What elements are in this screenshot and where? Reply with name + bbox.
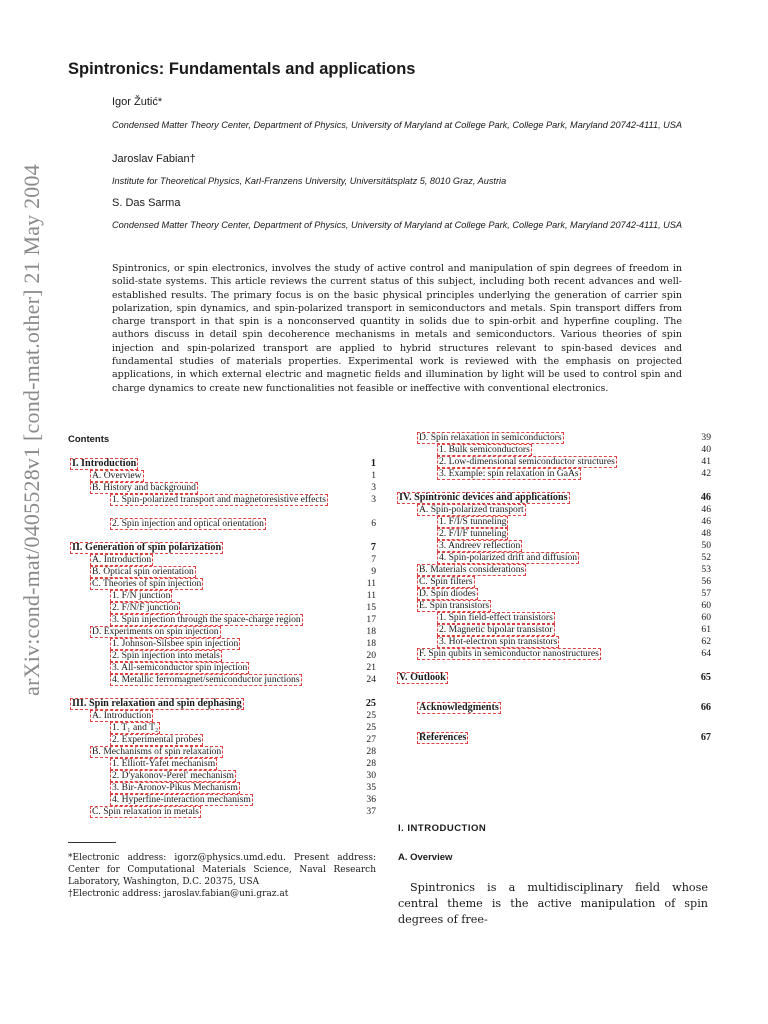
toc-page: 20 (366, 650, 376, 661)
arxiv-sidebar (12, 150, 52, 710)
toc-link[interactable]: 1. Bulk semiconductors (439, 444, 530, 455)
toc-link[interactable]: References (419, 732, 467, 743)
toc-entry[interactable] (395, 648, 711, 660)
toc-entry[interactable] (395, 576, 711, 588)
toc-page: 57 (701, 588, 711, 599)
toc-page: 27 (366, 734, 376, 745)
toc-page: 67 (700, 732, 711, 743)
footnote-2: †Electronic address: jaroslav.fabian@uni.graz.at (68, 889, 289, 899)
toc-page: 46 (700, 492, 711, 503)
toc-link[interactable]: 3. Bir-Aronov-Pikus Mechanism (112, 782, 238, 793)
toc-entry[interactable] (395, 540, 711, 552)
toc-link[interactable]: 3. Andreev reflection (439, 540, 521, 551)
toc-entry[interactable] (395, 624, 711, 636)
toc-link[interactable]: 3. Hot-electron spin transistors (439, 636, 558, 647)
toc-page: 60 (701, 600, 711, 611)
toc-link[interactable]: Acknowledgments (419, 702, 499, 713)
author-affiliation-2: Institute for Theoretical Physics, Karl-Franzens University, Universitätsplatz 5, 8010 Graz, Austria (112, 176, 507, 186)
toc-entry[interactable] (395, 492, 711, 504)
toc-entry[interactable] (68, 674, 376, 686)
toc-entry[interactable] (68, 614, 376, 626)
toc-link[interactable]: 2. Spin injection into metals (112, 650, 220, 661)
toc-entry[interactable] (68, 794, 376, 806)
section-heading: I. INTRODUCTION (398, 823, 487, 834)
toc-link[interactable]: 1. F/N junction (112, 590, 171, 601)
toc-link[interactable]: 4. Metallic ferromagnet/semiconductor junctions (112, 674, 300, 685)
toc-entry[interactable] (68, 662, 376, 674)
toc-page: 17 (366, 614, 376, 625)
toc-link[interactable]: 3. Example: spin relaxation in GaAs (439, 468, 579, 479)
toc-page: 41 (701, 456, 711, 467)
toc-page: 18 (366, 626, 376, 637)
arxiv-identifier: arXiv:cond-mat/0405528v1 [cond-mat.other] 21 May 2004 (19, 164, 44, 696)
toc-link[interactable]: D. Spin relaxation in semiconductors (419, 432, 562, 443)
toc-link[interactable]: A. Spin-polarized transport (419, 504, 524, 515)
toc-link[interactable]: B. History and background (92, 482, 196, 493)
toc-link[interactable]: A. Introduction (92, 710, 152, 721)
toc-page: 46 (701, 516, 711, 527)
toc-column-left (68, 458, 376, 818)
toc-entry[interactable] (68, 722, 376, 734)
toc-page: 30 (366, 770, 376, 781)
toc-link[interactable]: 2. F/N/F junction (112, 602, 179, 613)
toc-entry[interactable] (395, 600, 711, 612)
toc-entry[interactable] (68, 626, 376, 638)
toc-page: 65 (700, 672, 711, 683)
author-affiliation-3: Condensed Matter Theory Center, Department of Physics, University of Maryland at College Park, College Park, Maryland 20742-4111, USA (112, 220, 683, 230)
toc-entry[interactable] (68, 602, 376, 614)
toc-link[interactable]: 2. Magnetic bipolar transistor (439, 624, 553, 635)
toc-link[interactable]: I. Introduction (72, 458, 137, 469)
author-name-3: S. Das Sarma (112, 197, 181, 209)
toc-entry[interactable] (395, 612, 711, 624)
toc-page: 3 (371, 494, 376, 505)
toc-page: 24 (366, 674, 376, 685)
toc-entry[interactable] (395, 432, 711, 444)
footnote-rule (68, 842, 116, 843)
toc-page: 6 (371, 518, 376, 529)
toc-link[interactable]: 2. Spin injection and optical orientation (112, 518, 264, 529)
toc-link[interactable]: E. Spin transistors (419, 600, 490, 611)
toc-page: 60 (701, 612, 711, 623)
contents-heading: Contents (68, 434, 110, 445)
toc-page: 18 (366, 638, 376, 649)
toc-link[interactable]: 1. Elliott-Yafet mechanism (112, 758, 216, 769)
toc-page: 11 (366, 578, 376, 589)
toc-page: 46 (701, 504, 711, 515)
toc-page: 53 (701, 564, 711, 575)
toc-entry[interactable] (68, 734, 376, 746)
toc-link[interactable]: 1. Johnson-Silsbee spin injection (112, 638, 239, 649)
toc-entry[interactable] (395, 732, 711, 744)
toc-page: 66 (700, 702, 711, 713)
toc-entry[interactable] (395, 564, 711, 576)
toc-link[interactable]: IV. Spintronic devices and applications (399, 492, 568, 503)
toc-page: 37 (366, 806, 376, 817)
toc-page: 52 (701, 552, 711, 563)
toc-page: 42 (701, 468, 711, 479)
toc-link[interactable]: 1. T₁ and T₂ (112, 722, 159, 733)
toc-page: 56 (701, 576, 711, 587)
toc-link[interactable]: 2. Experimental probes (112, 734, 202, 745)
toc-link[interactable]: V. Outlook (399, 672, 446, 683)
toc-page: 61 (701, 624, 711, 635)
toc-link[interactable]: 2. F/I/F tunneling (439, 528, 507, 539)
toc-entry[interactable] (68, 638, 376, 650)
toc-page: 48 (701, 528, 711, 539)
subsection-heading: A. Overview (398, 852, 453, 863)
toc-entry[interactable] (395, 444, 711, 456)
body-paragraph: Spintronics is a multidisciplinary field whose central theme is the active manipulation of spin degrees of free- (398, 881, 708, 926)
toc-link[interactable]: F. Spin qubits in semiconductor nanostructures (419, 648, 599, 659)
toc-entry[interactable] (395, 588, 711, 600)
toc-entry[interactable] (395, 636, 711, 648)
author-name-2: Jaroslav Fabian† (112, 153, 196, 165)
toc-link[interactable]: A. Introduction (92, 554, 152, 565)
author-name-1: Igor Žutić* (112, 96, 163, 108)
toc-entry[interactable] (68, 554, 376, 566)
toc-entry[interactable] (68, 770, 376, 782)
toc-entry[interactable] (68, 578, 376, 590)
toc-entry[interactable] (395, 504, 711, 516)
toc-page: 35 (366, 782, 376, 793)
toc-page: 28 (366, 758, 376, 769)
toc-entry[interactable] (395, 702, 711, 714)
toc-page: 25 (365, 698, 376, 709)
toc-page: 25 (366, 710, 376, 721)
toc-link[interactable]: C. Spin relaxation in metals (92, 806, 199, 817)
footnotes (68, 852, 376, 900)
toc-link[interactable]: D. Spin diodes (419, 588, 476, 599)
toc-entry[interactable] (395, 552, 711, 564)
paper-title: Spintronics: Fundamentals and applications (68, 60, 416, 78)
toc-link[interactable]: B. Optical spin orientation (92, 566, 194, 577)
toc-entry[interactable] (68, 758, 376, 770)
author-affiliation-1: Condensed Matter Theory Center, Department of Physics, University of Maryland at College Park, College Park, Maryland 20742-4111, USA (112, 120, 683, 130)
toc-link[interactable]: 4. Hyperfine-interaction mechanism (112, 794, 251, 805)
toc-link[interactable]: II. Generation of spin polarization (72, 542, 222, 553)
toc-page: 1 (371, 470, 376, 481)
toc-page: 50 (701, 540, 711, 551)
toc-entry[interactable] (395, 672, 711, 684)
toc-link[interactable]: B. Materials considerations (419, 564, 525, 575)
toc-entry[interactable] (395, 528, 711, 540)
toc-link[interactable]: 3. Spin injection through the space-charge region (112, 614, 301, 625)
toc-page: 1 (370, 458, 376, 469)
toc-entry[interactable] (68, 650, 376, 662)
abstract: Spintronics, or spin electronics, involves the study of active control and manipulation of spin degrees of freedom in solid-state systems. This article reviews the current status of this subject, including both recent advances and well-established results. The primary focus is on the basic physical principles underlying the generation of carrier spin polarization, spin dynamics, and spin-polarized transport in semiconductors and metals. Spin transport differs from charge transport in that spin is a nonconserved quantity in solids due to spin-orbit and hyperfine coupling. The authors discuss in detail spin decoherence mechanisms in metals and semiconductors. Various theories of spin injection and spin-polarized transport are applied to hybrid structures relevant to spin-based devices and fundamental studies of materials properties. Experimental work is reviewed with the emphasis on projected applications, in which external electric and magnetic fields and illumination by light will be used to control spin and charge dynamics to create new functionalities not feasible or ineffective with conventional electronics. (112, 263, 682, 394)
toc-entry[interactable] (68, 710, 376, 722)
toc-entry[interactable] (68, 590, 376, 602)
toc-page: 7 (370, 542, 376, 553)
toc-link[interactable]: B. Mechanisms of spin relaxation (92, 746, 222, 757)
toc-page: 15 (366, 602, 376, 613)
toc-link[interactable]: D. Experiments on spin injection (92, 626, 219, 637)
toc-entry[interactable] (68, 698, 376, 710)
toc-link[interactable]: C. Spin filters (419, 576, 473, 587)
toc-page: 9 (371, 566, 376, 577)
toc-page: 11 (366, 590, 376, 601)
toc-page: 36 (366, 794, 376, 805)
toc-link[interactable]: 1. Spin field-effect transistors (439, 612, 553, 623)
toc-page: 40 (701, 444, 711, 455)
toc-link[interactable]: C. Theories of spin injection (92, 578, 202, 589)
toc-page: 3 (371, 482, 376, 493)
toc-entry[interactable] (68, 494, 376, 506)
toc-entry[interactable] (68, 482, 376, 494)
toc-entry[interactable] (68, 518, 376, 530)
toc-link[interactable]: 3. All-semiconductor spin injection (112, 662, 248, 673)
toc-entry[interactable] (68, 470, 376, 482)
footnote-1: *Electronic address: igorz@physics.umd.edu. Present address: Center for Computational Materials Science, Naval Research Laboratory, Washington, D.C. 20375, USA (68, 853, 376, 887)
toc-column-right (395, 432, 711, 744)
toc-entry[interactable] (395, 456, 711, 468)
toc-entry[interactable] (68, 806, 376, 818)
toc-link[interactable]: A. Overview (92, 470, 142, 481)
toc-link[interactable]: 4. Spin-polarized drift and diffusion (439, 552, 578, 563)
toc-page: 39 (701, 432, 711, 443)
toc-page: 21 (366, 662, 376, 673)
toc-entry[interactable] (68, 542, 376, 554)
toc-page: 7 (371, 554, 376, 565)
toc-entry[interactable] (395, 468, 711, 480)
toc-page: 64 (701, 648, 711, 659)
toc-entry[interactable] (68, 566, 376, 578)
toc-link[interactable]: 2. D'yakonov-Perel' mechanism (112, 770, 235, 781)
toc-entry[interactable] (68, 746, 376, 758)
toc-page: 28 (366, 746, 376, 757)
toc-link[interactable]: 1. F/I/S tunneling (439, 516, 507, 527)
toc-page: 62 (701, 636, 711, 647)
toc-page: 25 (366, 722, 376, 733)
toc-link[interactable]: 2. Low-dimensional semiconductor structures (439, 456, 615, 467)
toc-entry[interactable] (68, 782, 376, 794)
toc-entry[interactable] (68, 458, 376, 470)
toc-link[interactable]: III. Spin relaxation and spin dephasing (72, 698, 242, 709)
toc-link[interactable]: 1. Spin-polarized transport and magnetoresistive effects (112, 494, 327, 505)
toc-entry[interactable] (395, 516, 711, 528)
